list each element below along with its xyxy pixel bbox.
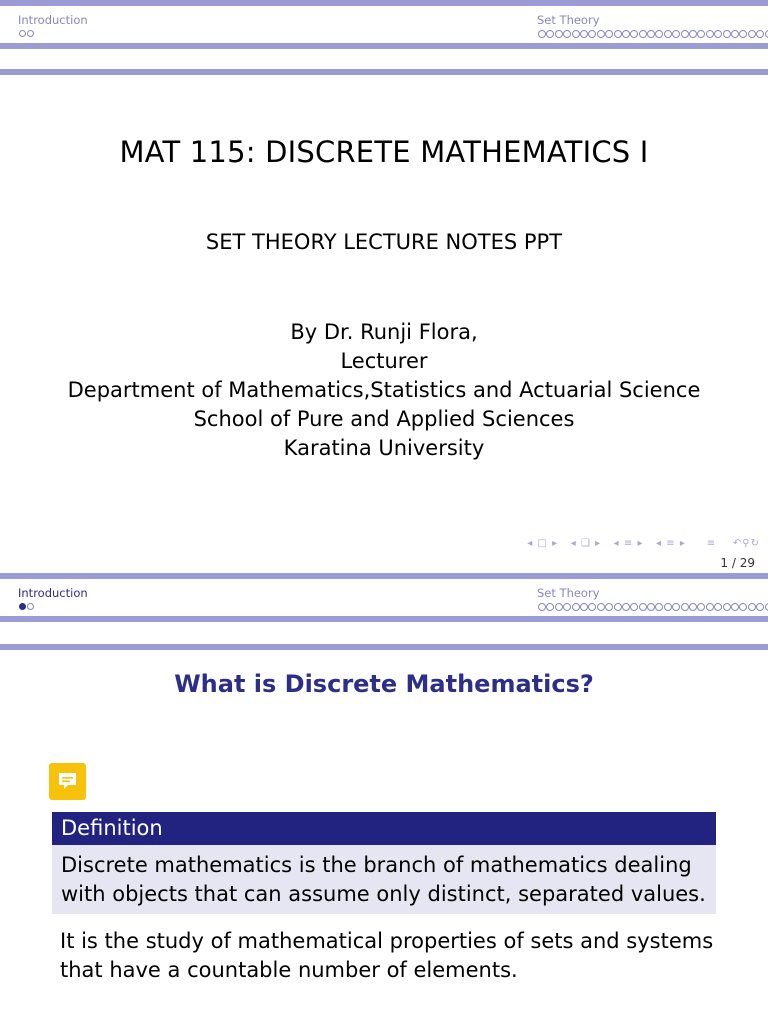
frame-dot[interactable] <box>689 30 697 38</box>
frame-dot[interactable] <box>546 603 554 611</box>
set-theory-slide-dots[interactable] <box>538 30 768 38</box>
frame-dot[interactable] <box>697 603 705 611</box>
frame-dot[interactable] <box>588 30 596 38</box>
frame-dot[interactable] <box>605 30 613 38</box>
frame-dot[interactable] <box>614 603 622 611</box>
frame-dot[interactable] <box>723 30 731 38</box>
frame-dot[interactable] <box>580 30 588 38</box>
frame-dot[interactable] <box>697 30 705 38</box>
frame-dot[interactable] <box>714 30 722 38</box>
intro-slide-dots[interactable] <box>19 30 34 37</box>
frame-dot[interactable] <box>739 30 747 38</box>
frame-dot[interactable] <box>538 603 546 611</box>
beamer-navigation-symbols[interactable] <box>527 538 760 549</box>
nav-next-arrow-icon[interactable]: ▸ <box>637 538 644 549</box>
top-rule <box>0 0 768 6</box>
author-line: School of Pure and Applied Sciences <box>193 407 575 431</box>
frame-dot[interactable] <box>588 603 596 611</box>
frame-dot[interactable] <box>748 30 756 38</box>
frame-dot[interactable] <box>731 30 739 38</box>
frame-dot[interactable] <box>555 603 563 611</box>
section-navigation-bar <box>0 573 768 623</box>
frame-dot[interactable] <box>597 30 605 38</box>
frame-dot[interactable] <box>748 603 756 611</box>
frame-dot[interactable] <box>681 30 689 38</box>
frame-dot[interactable] <box>765 603 768 611</box>
frame-dot[interactable] <box>647 30 655 38</box>
frame-dot[interactable] <box>664 30 672 38</box>
frame-dot[interactable] <box>739 603 747 611</box>
frame-dot[interactable] <box>622 30 630 38</box>
body-paragraph: It is the study of mathematical properties of sets and systems that have a countable number of elements. <box>60 929 714 982</box>
author-line: Lecturer <box>340 349 428 373</box>
navbar-bottom-rule <box>0 616 768 622</box>
frame-dot[interactable] <box>647 603 655 611</box>
nav-section-set-theory[interactable]: Set Theory <box>537 586 600 600</box>
nav-next-arrow-icon[interactable]: ▸ <box>595 538 602 549</box>
frame-dot[interactable] <box>27 30 34 37</box>
frame-dot[interactable] <box>19 30 26 37</box>
nav-next-arrow-icon[interactable]: ▸ <box>552 538 559 549</box>
frame-dot[interactable] <box>689 603 697 611</box>
frame-dot[interactable] <box>563 603 571 611</box>
definition-block-body: Discrete mathematics is the branch of mathematics dealing with objects that can assume only distinct, separated values. <box>52 845 716 914</box>
nav-next-arrow-icon[interactable]: ▸ <box>679 538 686 549</box>
frame-dot[interactable] <box>655 30 663 38</box>
frame-dot[interactable] <box>622 603 630 611</box>
author-line: By Dr. Runji Flora, <box>290 320 478 344</box>
nav-section-introduction[interactable]: Introduction <box>18 13 88 27</box>
content-slide <box>0 573 768 1024</box>
author-block <box>0 318 768 463</box>
frame-dot[interactable] <box>731 603 739 611</box>
frame-dot[interactable] <box>27 603 34 610</box>
frame-dot[interactable] <box>572 603 580 611</box>
nav-forward-icon[interactable]: ↻ <box>750 538 760 549</box>
frame-dot[interactable] <box>563 30 571 38</box>
frame-dot[interactable] <box>672 30 680 38</box>
intro-slide-dots[interactable] <box>19 603 34 610</box>
presentation-title: MAT 115: DISCRETE MATHEMATICS I <box>119 135 649 169</box>
frame-dot[interactable] <box>639 603 647 611</box>
author-line: Karatina University <box>283 436 485 460</box>
navbar-bottom-rule <box>0 43 768 49</box>
frame-dot[interactable] <box>19 603 26 610</box>
top-rule <box>0 573 768 579</box>
frame-dot[interactable] <box>597 603 605 611</box>
nav-prev-arrow-icon[interactable]: ◂ <box>527 538 534 549</box>
section-navigation-bar <box>0 0 768 50</box>
frame-dot[interactable] <box>555 30 563 38</box>
frame-dot[interactable] <box>681 603 689 611</box>
nav-section-icon[interactable]: ≡ <box>623 538 634 549</box>
presentation-subtitle: SET THEORY LECTURE NOTES PPT <box>205 230 563 254</box>
nav-section-introduction[interactable]: Introduction <box>18 586 88 600</box>
header-rule <box>0 69 768 75</box>
nav-frame-icon[interactable]: □ <box>537 538 548 549</box>
frame-dot[interactable] <box>756 30 764 38</box>
frame-dot[interactable] <box>614 30 622 38</box>
frame-dot[interactable] <box>572 30 580 38</box>
nav-appendix-icon[interactable]: ≡ <box>706 538 717 549</box>
frame-dot[interactable] <box>723 603 731 611</box>
frame-dot[interactable] <box>546 30 554 38</box>
nav-section-set-theory[interactable]: Set Theory <box>537 13 600 27</box>
comment-icon <box>57 771 78 792</box>
frame-dot[interactable] <box>672 603 680 611</box>
nav-subsection-icon[interactable]: ❑ <box>580 538 591 549</box>
frame-dot[interactable] <box>580 603 588 611</box>
nav-back-icon[interactable]: ↶ <box>732 538 743 549</box>
frame-dot[interactable] <box>714 603 722 611</box>
page-number: 1 / 29 <box>720 556 755 570</box>
frame-dot[interactable] <box>630 30 638 38</box>
note-icon[interactable] <box>49 763 86 800</box>
frame-dot[interactable] <box>630 603 638 611</box>
set-theory-slide-dots[interactable] <box>538 603 768 611</box>
frame-dot[interactable] <box>639 30 647 38</box>
frame-dot[interactable] <box>655 603 663 611</box>
header-rule <box>0 644 768 650</box>
nav-search-icon[interactable]: ⚲ <box>742 538 751 549</box>
frame-dot[interactable] <box>706 30 714 38</box>
frame-dot[interactable] <box>756 603 764 611</box>
nav-document-icon[interactable]: ≡ <box>666 538 676 549</box>
frame-dot[interactable] <box>605 603 613 611</box>
frame-dot[interactable] <box>664 603 672 611</box>
nav-prev-arrow-icon[interactable]: ◂ <box>656 538 663 549</box>
frame-dot[interactable] <box>538 30 546 38</box>
frame-dot[interactable] <box>706 603 714 611</box>
definition-block-title: Definition <box>52 812 716 845</box>
nav-prev-arrow-icon[interactable]: ◂ <box>570 538 577 549</box>
frame-title: What is Discrete Mathematics? <box>174 670 594 698</box>
frame-dot[interactable] <box>765 30 768 38</box>
nav-prev-arrow-icon[interactable]: ◂ <box>613 538 620 549</box>
author-line: Department of Mathematics,Statistics and Actuarial Science <box>67 378 701 402</box>
